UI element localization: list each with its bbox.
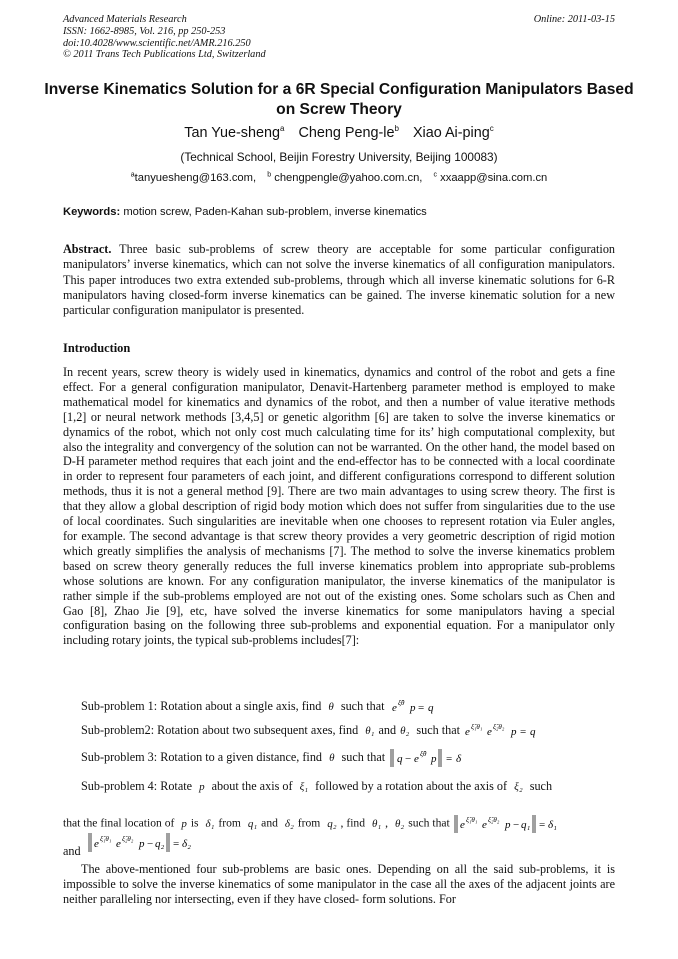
introduction-paragraph: In recent years, screw theory is widely used in kinematics, dynamics and control of the robot and gets a fine effect. For a general configuration manipulator, Denavit-Hartenberg parameter method is employed to make mathematical model for kinematics and dynamics of the robot, and then a number of value iterative methods [1,2] or neural network methods [3,4,5] or genetic algorithm [6] are taken to solve the inverse kinematics or dynamics of the robot, which not only cost much calculating time for its’ high computational complexity, but also the integrality and convergency of the solution can not be warranted. On the other hand, the model based on D-H parameter method requires that each joint and the end-effector has to be connected with a local coordinate in order to represent four parameters of each joint, and different configurations correspond to different solution methods, thus it is not a general method [9]. There are two main advantages to using screw theory. The first is that they allow a global description of rigid body motion which does not suffer from singularities due to the use of local coordinates. Such singularities are inevitable when one chooses to represent rotation via Euler angles, for example. The second advantage is that screw theory provides a very geometric description of rigid motion which greatly simplifies the analysis of mechanisms [7]. The method to solve the inverse kinematics problem based on screw theory generally reduces the full inverse kinematics problem into appropriate sub-problems whose solutions are known. For any configuration manipulator, the inverse kinematics of the manipulator is rather simple if the sub-problems employed are not out of the existing ones. Some scholars such as Chen and Gao [8], Zhao Jie [9], etc, have solved the inverse kinematics for some manipulators having a special configuration basing on the following three sub-problems and exponential equation. For a manipulator only including rotary joints, the typical sub-problems includes[7]: [63,365,615,648]
svg-text:δ: δ [456,753,462,765]
symbol-q1: q₁ [247,817,258,830]
subproblem-2: Sub-problem2: Rotation about two subsequent axes, find θ₁ and θ₂ such that e ξ̂₁θ₁ e ξ̂₂θ₂ p = q [81,721,547,741]
svg-text:ξ̂₁θ₁: ξ̂₁θ₁ [471,723,483,731]
svg-text:=: = [520,726,527,738]
svg-text:q: q [530,726,536,738]
symbol-p: p [199,781,205,793]
svg-text:ξ̂θ: ξ̂θ [420,750,427,758]
symbol-theta2: θ₂ [394,817,405,830]
section-heading-introduction: Introduction [63,341,131,355]
subproblem-4-continued: that the final location of p is δ₁ from q₁ and δ₂ from q₂ , find θ₁ , θ₂ such that e ξ̂₁θ₁ e ξ̂₂θ₂ p − q₁ = δ₁ [63,813,561,835]
svg-text:e: e [94,838,99,850]
equation-subproblem-4b [87,831,199,855]
symbol-delta2: δ₂ [284,817,294,830]
email: $^a$tanyuesheng@163.com, [130,171,257,184]
svg-text:e: e [391,702,397,714]
keywords [63,206,623,218]
email: $^b$ chengpengle@yahoo.com.cn, [267,171,423,184]
abstract-label: Abstract. [63,242,112,256]
symbol-delta1: δ₁ [205,817,215,830]
svg-text:−: − [512,819,519,831]
symbol-xi2: ξ₂ [514,781,523,793]
svg-text:=: = [446,753,453,765]
svg-text:p: p [431,753,437,765]
svg-text:p: p [139,838,145,850]
svg-text:ξ̂₂θ₂: ξ̂₂θ₂ [487,816,499,824]
abstract-text: Three basic sub-problems of screw theory are acceptable for some particular configuration manipulators’ inverse kinematics, which can not solve the inverse kinematics of all configuration manipulators. This paper introduces two extra extended sub-problems, through which all inverse kinematic solutions for 6-R manipulators having closed-form inverse kinematics can be gained. The inverse kinematic solution for a new particular configuration manipulator is presented. [63,242,616,318]
symbol-p: p [181,817,187,830]
journal-doi: doi:10.4028/www.scientific.net/AMR.216.250 [63,37,251,49]
svg-text:ξ̂₁θ₁: ξ̂₁θ₁ [100,835,112,843]
symbol-q2: q₂ [327,817,337,830]
svg-text:=: = [417,702,424,714]
keywords-label: Keywords: [63,206,121,218]
svg-text:e: e [459,819,465,831]
symbol-theta: θ [329,751,335,764]
symbol-theta2: θ₂ [400,724,410,737]
svg-text:q: q [427,702,434,714]
email: $^c$ xxaapp@sina.com.cn [433,171,548,184]
svg-text:ξ̂₂θ₂: ξ̂₂θ₂ [493,723,505,731]
svg-text:p: p [511,726,517,738]
subproblem-4-equation-2: and e ξ̂₁θ₁ e ξ̂₂θ₂ p − q₂ = δ₂ [63,835,81,850]
subproblem-4: Sub-problem 4: Rotate p about the axis of ξ₁ followed by a rotation about the axis of ξ₂ such [81,779,553,793]
email-list [40,171,638,184]
subproblem-1: Sub-problem 1: Rotation about a single axis, find θ such that e ξ̂θ p = q [81,697,446,717]
svg-text:e: e [481,819,487,831]
affiliation: (Technical School, Beijin Forestry University, Beijing 100083) [180,150,498,164]
equation-subproblem-1 [388,697,446,717]
symbol-theta1: θ₁ [365,724,375,737]
symbol-theta1: θ₁ [371,817,382,830]
journal-header [63,14,266,61]
equation-subproblem-4a [453,813,561,835]
svg-text:−: − [147,838,154,850]
symbol-xi1: ξ₁ [299,781,309,793]
svg-text:e: e [487,726,493,738]
journal-copyright: © 2011 Trans Tech Publications Ltd, Switzerland [63,49,266,61]
symbol-theta: θ [328,700,334,713]
svg-text:ξ̂₁θ₁: ξ̂₁θ₁ [465,816,477,824]
equation-subproblem-2 [463,721,547,741]
svg-text:q: q [397,753,403,765]
journal-issn: ISSN: 1662-8985, Vol. 216, pp 250-253 [63,25,226,37]
author-list [40,124,638,141]
author: Tan Yue-sheng$^a$ [184,124,285,141]
svg-text:q₁: q₁ [520,819,530,831]
online-date: Online: 2011-03-15 [533,14,615,25]
svg-text:δ₁: δ₁ [547,819,557,831]
paper-title: Inverse Kinematics Solution for a 6R Special Configuration Manipulators Based on Screw Theory [44,81,634,118]
svg-text:e: e [414,753,420,765]
svg-text:p: p [504,819,511,831]
svg-text:p: p [409,702,416,714]
keywords-text: motion screw, Paden-Kahan sub-problem, inverse kinematics [123,206,427,218]
svg-text:e: e [116,838,121,850]
svg-text:−: − [405,753,412,765]
svg-text:δ₂: δ₂ [182,838,191,850]
abstract [63,242,615,318]
subproblem-3: Sub-problem 3: Rotation to a given distance, find θ such that q − e ξ̂θ p = δ [81,747,478,769]
svg-text:q₂: q₂ [155,838,165,850]
equation-subproblem-3 [388,747,478,769]
author: Cheng Peng-$le^b$ [298,124,399,141]
svg-text:=: = [173,838,180,850]
svg-text:ξ̂θ: ξ̂θ [397,699,404,707]
svg-text:e: e [465,726,471,738]
author: Xiao Ai-ping$^c$ [412,124,494,141]
svg-text:=: = [538,819,545,831]
journal-name: Advanced Materials Research [63,14,187,25]
closing-paragraph: The above-mentioned four sub-problems are basic ones. Depending on all the said sub-problems, it is impossible to solve the inverse kinematics of some manipulator in the case all the axes of the adjacent joints are neither paralleling nor intersecting, even if they have closed- form solutions. For [63,862,615,906]
svg-text:ξ̂₂θ₂: ξ̂₂θ₂ [122,835,134,843]
